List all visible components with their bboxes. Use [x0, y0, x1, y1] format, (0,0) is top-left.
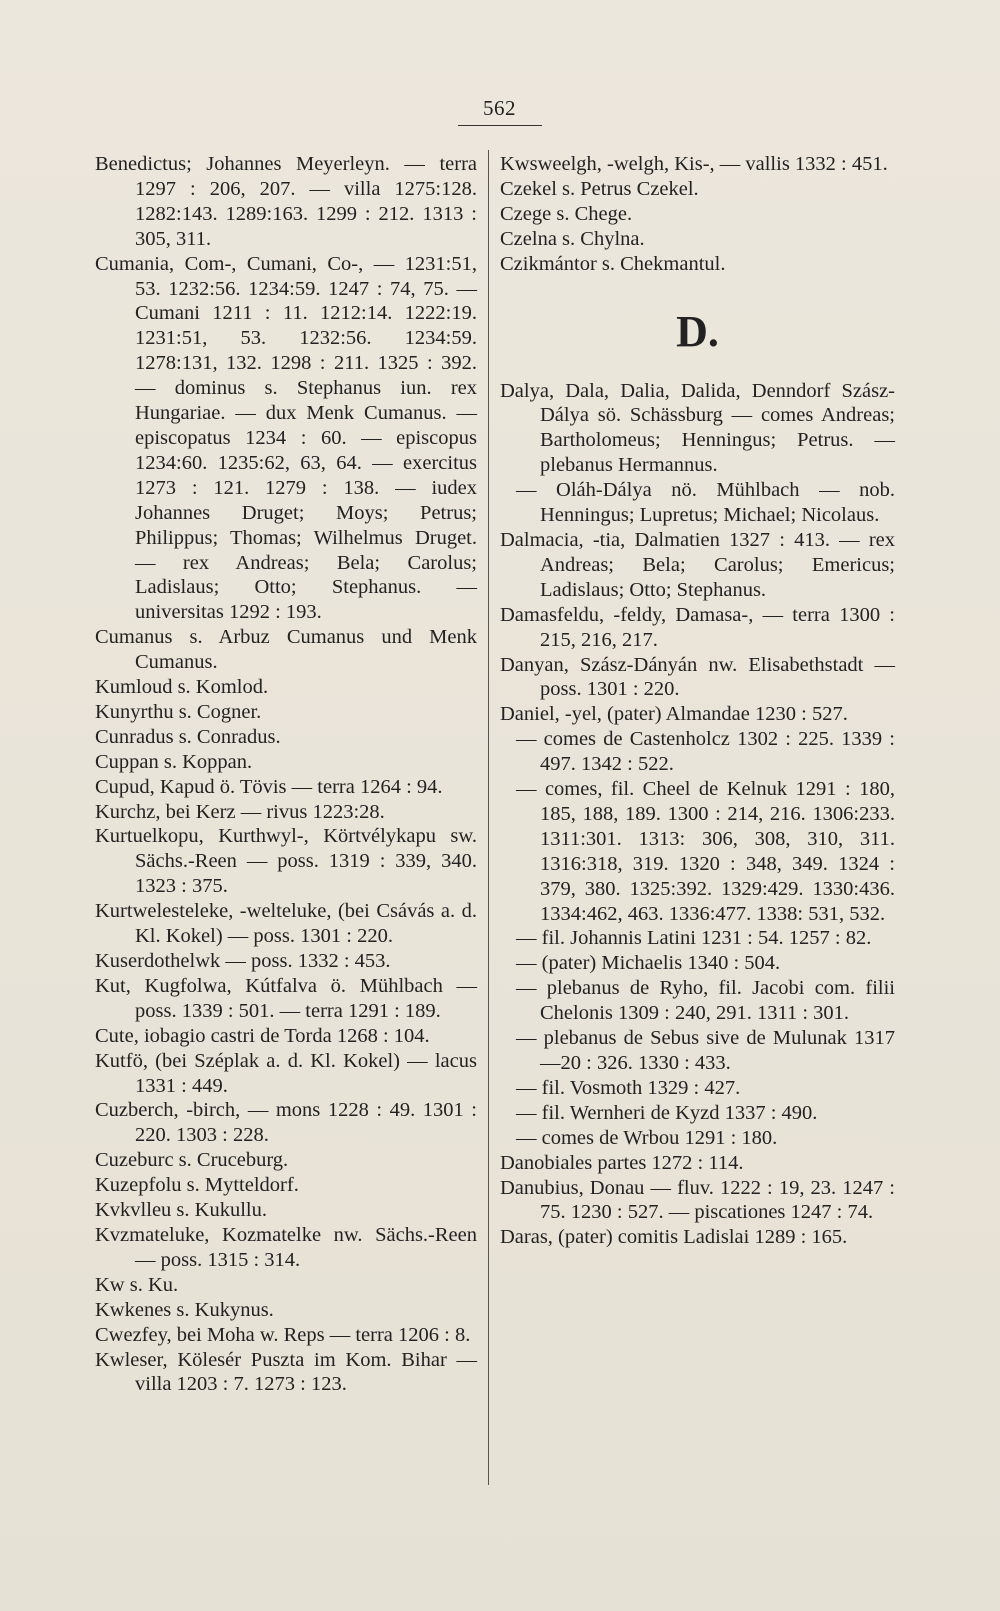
index-entry: Kwkenes s. Kukynus. [95, 1298, 274, 1321]
index-entry: Kwsweelgh, -welgh, Kis-, — vallis 1332 : 451. [500, 153, 888, 175]
index-entry: Kuserdothelwk — poss. 1332 : 453. [95, 950, 391, 972]
index-entry: Czekel s. Petrus Czekel. [500, 177, 699, 200]
index-entry: Cupud, Kapud ö. Tövis — terra 1264 : 94. [95, 775, 443, 798]
index-entry: Danubius, Donau — fluv. 1222 : 19, 23. 1247 : 75. 1230 : 527. — piscationes 1247 : 74. [500, 1176, 895, 1224]
index-subentry: — (pater) Michaelis 1340 : 504. [516, 952, 781, 975]
index-subentry: — fil. Vosmoth 1329 : 427. [516, 1076, 741, 1099]
index-entry: Cumania, Com-, Cumani, Co-, — 1231:51, 53. 1232:56. 1234:59. 1247 : 74, 75. — Cumani 1211 : 11. 1212:14. 1222:19. 1231:51, 53. 1232:56. 1234:59. 1278:131, 132. 1298 : 211. 1325 : 392. — dominus s. Stephanus iun. rex Hungariae. — dux Menk Cumanus. — episcopatus 1234 : 60. — episcopus 1234:60. 1235:62, 63, 64. — exercitus 1273 : 121. 1279 : 138. — iudex Johannes Druget; Moys; Petrus; Philippus; Thomas; Wilhelmus Druget. — rex Andreas; Bela; Carolus; Ladislaus; Otto; Stephanus. — universitas 1292 : 193. [95, 252, 477, 624]
index-entry: Danyan, Szász-Dányán nw. Elisabethstadt — poss. 1301 : 220. [500, 653, 895, 701]
index-entry: Daniel, -yel, (pater) Almandae 1230 : 527. [500, 703, 848, 726]
index-subentry: — Oláh-Dálya nö. Mühlbach — nob. Henningus; Lupretus; Michael; Nicolaus. [516, 479, 895, 527]
index-entry: Dalya, Dala, Dalia, Dalida, Denndorf Szász-Dálya sö. Schässburg — comes Andreas; Bartholomeus; Henningus; Petrus. — plebanus Hermannus. [500, 379, 895, 477]
header-rule [458, 125, 542, 126]
index-entry: Danobiales partes 1272 : 114. [500, 1151, 744, 1174]
index-entry: Kumloud s. Komlod. [95, 676, 269, 699]
index-entry: Kw s. Ku. [95, 1273, 179, 1296]
index-entry: Kut, Kugfolwa, Kútfalva ö. Mühlbach — poss. 1339 : 501. — terra 1291 : 189. [95, 974, 477, 1022]
index-entry: Cwezfey, bei Moha w. Reps — terra 1206 : 8. [95, 1323, 471, 1346]
left-column [95, 152, 477, 1397]
index-subentry: — plebanus de Sebus sive de Mulunak 1317—20 : 326. 1330 : 433. [516, 1027, 895, 1074]
index-entry: Czelna s. Chylna. [500, 227, 645, 250]
index-subentry: — comes, fil. Cheel de Kelnuk 1291 : 180, 185, 188, 189. 1300 : 214, 216. 1306:233. 1311:301. 1313: 306, 308, 310, 311. 1316:318, 319. 1320 : 348, 349. 1324 : 379, 380. 1325:392. 1329:429. 1330:436. 1334:462, 463. 1336:477. 1338: 531, 532. [516, 778, 895, 925]
section-letter: D. [676, 306, 719, 356]
index-entry: Kunyrthu s. Cogner. [95, 700, 262, 723]
right-column-top-entries [500, 152, 895, 277]
column-divider [488, 150, 489, 1485]
right-column [500, 152, 895, 1250]
index-entry: Czikmántor s. Chekmantul. [500, 252, 726, 275]
right-column-bottom-entries [500, 379, 895, 1251]
index-entry: Cuzeburc s. Cruceburg. [95, 1149, 289, 1172]
index-entry: Cumanus s. Arbuz Cumanus und Menk Cumanus. [95, 626, 477, 674]
page-number: 562 [483, 96, 516, 120]
index-entry: Kvkvlleu s. Kukullu. [95, 1199, 267, 1222]
index-entry: Benedictus; Johannes Meyerleyn. — terra 1297 : 206, 207. — villa 1275:128. 1282:143. 1289:163. 1299 : 212. 1313 : 305, 311. [95, 153, 477, 250]
index-subentry: — comes de Castenholcz 1302 : 225. 1339 : 497. 1342 : 522. [516, 728, 895, 776]
index-subentry: — comes de Wrbou 1291 : 180. [516, 1126, 778, 1149]
index-entry: Damasfeldu, -feldy, Damasa-, — terra 1300 : 215, 216, 217. [500, 603, 895, 651]
index-entry: Daras, (pater) comitis Ladislai 1289 : 165. [500, 1226, 848, 1249]
index-entry: Kurchz, bei Kerz — rivus 1223:28. [95, 800, 385, 823]
index-entry: Kvzmateluke, Kozmatelke nw. Sächs.-Reen — poss. 1315 : 314. [95, 1223, 477, 1271]
index-entry: Cute, iobagio castri de Torda 1268 : 104. [95, 1024, 430, 1047]
index-subentry: — fil. Wernheri de Kyzd 1337 : 490. [516, 1101, 818, 1124]
index-entry: Kurtwelesteleke, -welteluke, (bei Csávás a. d. Kl. Kokel) — poss. 1301 : 220. [95, 900, 477, 948]
index-entry: Cuzberch, -birch, — mons 1228 : 49. 1301 : 220. 1303 : 228. [95, 1099, 477, 1147]
index-entry: Kuzepfolu s. Mytteldorf. [95, 1174, 299, 1197]
index-entry: Kwleser, Kölesér Puszta im Kom. Bihar — villa 1203 : 7. 1273 : 123. [95, 1348, 477, 1396]
index-subentry: — fil. Johannis Latini 1231 : 54. 1257 : 82. [516, 927, 872, 950]
index-entry: Cuppan s. Koppan. [95, 750, 253, 773]
index-entry: Dalmacia, -tia, Dalmatien 1327 : 413. — rex Andreas; Bela; Carolus; Emericus; Ladislaus; Otto; Stephanus. [500, 528, 895, 601]
index-entry: Kurtuelkopu, Kurthwyl-, Körtvélykapu sw. Sächs.-Reen — poss. 1319 : 339, 340. 1323 : 375. [95, 825, 477, 898]
index-entry: Cunradus s. Conradus. [95, 725, 281, 748]
index-entry: Kutfö, (bei Széplak a. d. Kl. Kokel) — lacus 1331 : 449. [95, 1049, 477, 1097]
index-subentry: — plebanus de Ryho, fil. Jacobi com. filii Chelonis 1309 : 240, 291. 1311 : 301. [516, 977, 895, 1025]
index-entry: Czege s. Chege. [500, 202, 633, 225]
